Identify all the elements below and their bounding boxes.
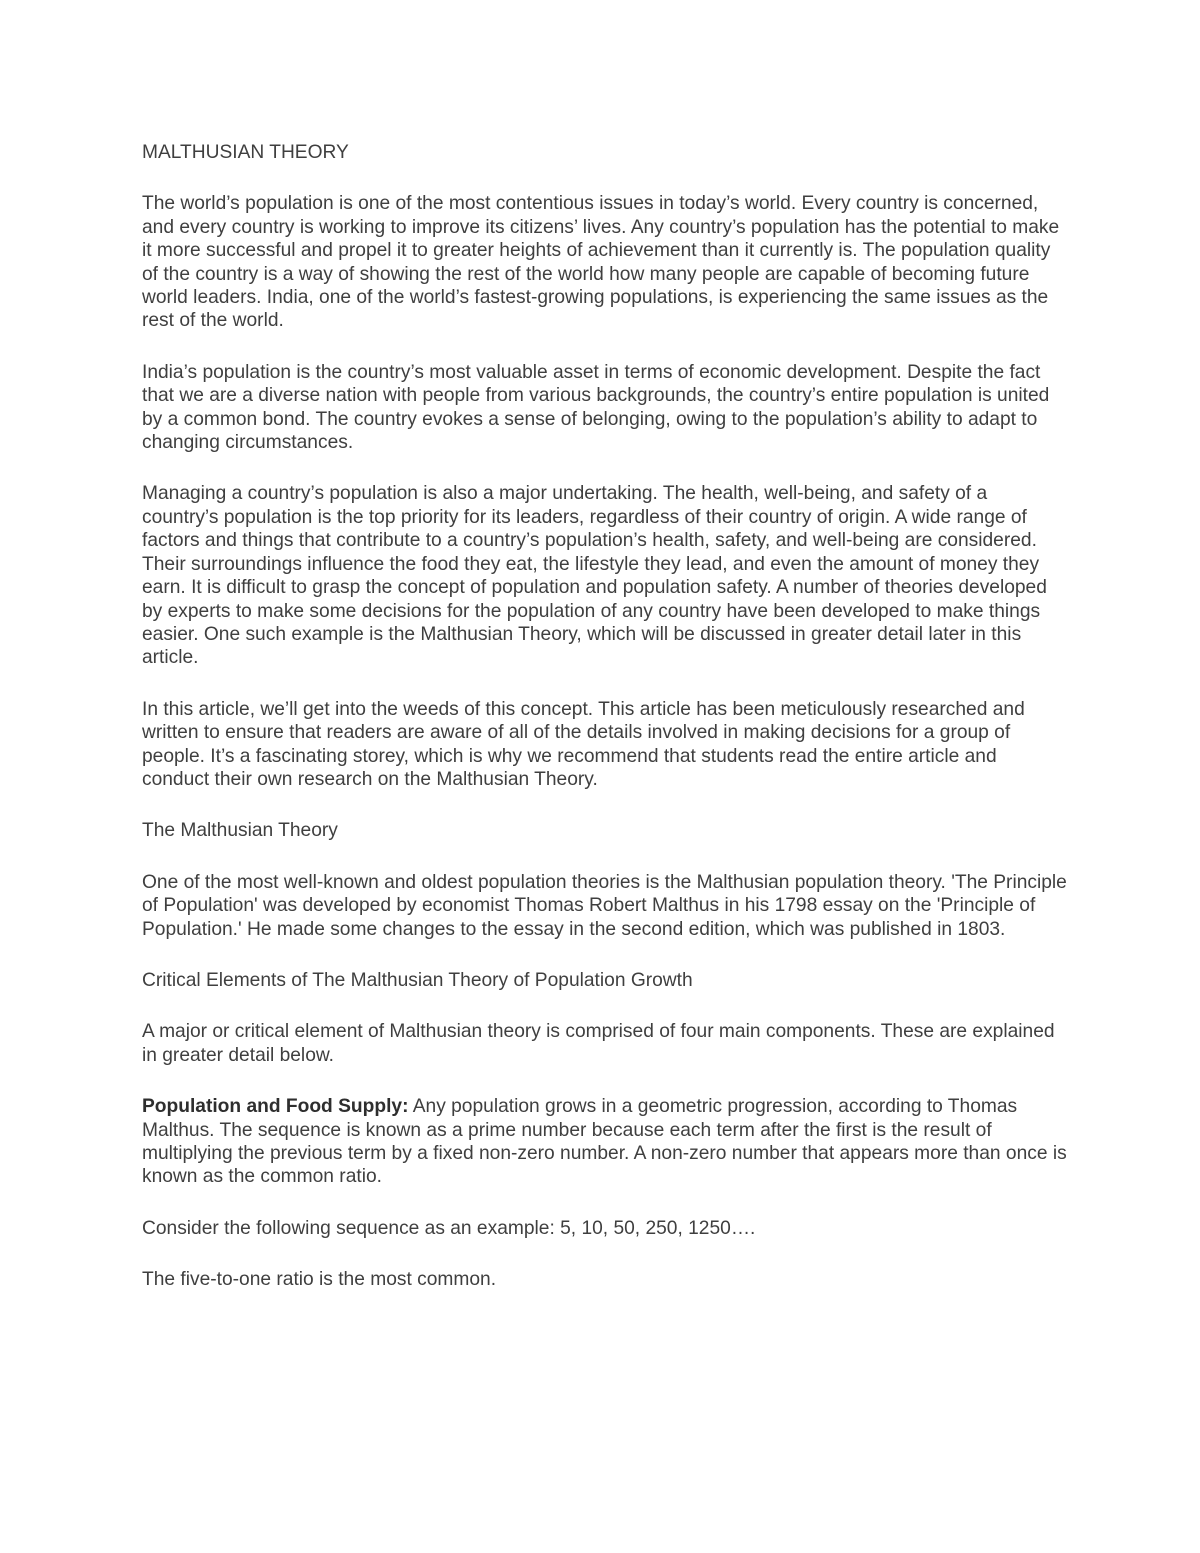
intro-paragraph-1: The world’s population is one of the most contentious issues in today’s world. Every country is concerned, and every country is working to improve its citizens’ lives. Any country’s population has the potential to make it more successful and propel it to greater heights of achievement than it currently is. The population quality of the country is a way of showing the rest of the world how many people are capable of becoming future world leaders. India, one of the world’s fastest-growing populations, is experiencing the same issues as the rest of the world. xyxy=(142,193,1060,332)
section-paragraph-critical-elements: A major or critical element of Malthusian theory is comprised of four main components. These are explained in greater detail below. xyxy=(142,1021,1055,1066)
element-text-population-food: Any population grows in a geometric progression, according to Thomas Malthus. The sequence is known as a prime number because each term after the first is the result of multiplying the previous term by a fixed non-zero number. A non-zero number that appears more than once is known as the common ratio. xyxy=(142,1096,1067,1188)
section-heading-critical-elements: Critical Elements of The Malthusian Theory of Population Growth xyxy=(142,969,693,991)
ratio-line: The five-to-one ratio is the most common. xyxy=(142,1269,497,1291)
example-sequence-line: Consider the following sequence as an example: 5, 10, 50, 250, 1250…. xyxy=(142,1217,756,1239)
element-paragraph-population-food xyxy=(142,1095,1067,1189)
intro-paragraph-3: Managing a country’s population is also a major undertaking. The health, well-being, and safety of a country’s population is the top priority for its leaders, regardless of their country of origin. A wide range of factors and things that contribute to a country’s population’s health, safety, and well-being are considered. Their surroundings influence the food they eat, the lifestyle they lead, and even the amount of money they earn. It is difficult to grasp the concept of population and population safety. A number of theories developed by experts to make some decisions for the population of any country have been developed to make things easier. One such example is the Malthusian Theory, which will be discussed in greater detail later in this article. xyxy=(142,483,1047,669)
section-heading-malthusian-theory: The Malthusian Theory xyxy=(142,820,338,842)
intro-paragraph-4: In this article, we’ll get into the weeds of this concept. This article has been meticulously researched and written to ensure that readers are aware of all of the details involved in making decisions for a group of people. It’s a fascinating storey, which is why we recommend that students read the entire article and conduct their own research on the Malthusian Theory. xyxy=(142,698,1025,790)
section-paragraph-malthusian-theory: One of the most well-known and oldest population theories is the Malthusian population theory. 'The Principle of Population' was developed by economist Thomas Robert Malthus in his 1798 essay on the 'Principle of Population.' He made some changes to the essay in the second edition, which was published in 1803. xyxy=(142,871,1067,940)
element-label-population-food: Population and Food Supply: xyxy=(142,1096,409,1118)
document-title: MALTHUSIAN THEORY xyxy=(142,142,349,163)
document-body xyxy=(142,141,1067,1320)
intro-paragraph-2: India’s population is the country’s most valuable asset in terms of economic development. Despite the fact that we are a diverse nation with people from various backgrounds, the country’s entire population is united by a common bond. The country evokes a sense of belonging, owing to the population’s ability to adapt to changing circumstances. xyxy=(142,361,1050,454)
